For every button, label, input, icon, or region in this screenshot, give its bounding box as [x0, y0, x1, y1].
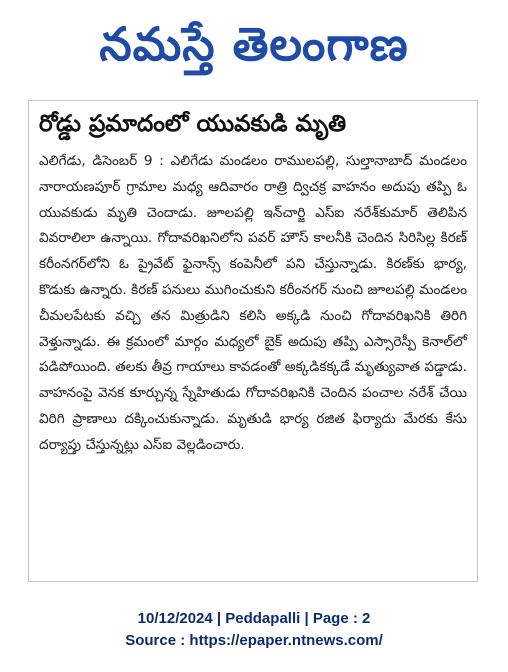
article-clipping — [28, 100, 478, 582]
edition-info: 10/12/2024 | Peddapalli | Page : 2 — [137, 610, 371, 627]
article-body: ఎలిగేడు, డిసెంబర్ 9 : ఎలిగేడు మండలం రాములపల్లి, సుల్తానాబాద్ మండలం నారాయణపూర్ గ్రామాల మధ్య ఆదివారం రాత్రి ద్విచక్ర వాహనం అదుపు తప్పి ఓ యువకుడు మృతి చెందాడు. జూలపల్లి ఇన్‌చార్జి ఎస్ఐ నరేశ్‌కుమార్ తెలిపిన వివరాలిలా ఉన్నాయి. గోదావరిఖనిలోని పవర్ హౌస్ కాలనీకి చెందిన సిరిసిల్ల కిరణ్ కరీంనగర్‌లోని ఓ ప్రైవేట్ ఫైనాన్స్ కంపెనీలో పని చేస్తున్నాడు. కిరణ్‌కు భార్య, కొడుకు ఉన్నారు. కిరణ్ పనులు ముగించుకుని కరీంనగర్ నుంచి జూలపల్లి మండలం చీమలపేటకు వచ్చి తన మిత్రుడిని కలిసి అక్కడి నుంచి గోదావరిఖనికి తిరిగి వెళ్తున్నాడు. ఈ క్రమంలో మార్గం మధ్యలో బైక్ అదుపు తప్పి ఎస్సారెస్పీ కెనాల్‌లో పడిపోయింది. తలకు తీవ్ర గాయాలు కావడంతో అక్కడికక్కడే మృత్యువాత పడ్డాడు. వాహనంపై వెనక కూర్చున్న స్నేహితుడు గోదావరిఖనికి చెందిన పంచాల నరేశ్ చేయి విరిగి ప్రాణాలు దక్కించుకున్నాడు. మృతుడి భార్య రజిత ఫిర్యాదు మేరకు కేసు దర్యాప్తు చేస్తున్నట్లు ఎస్ఐ వెల్లడించారు. — [39, 153, 467, 453]
source-link[interactable]: Source : https://epaper.ntnews.com/ — [125, 632, 383, 649]
newspaper-masthead: నమస్తే తెలంగాణ — [99, 17, 409, 71]
article-headline: రోడ్డు ప్రమాదంలో యువకుడి మృతి — [39, 111, 347, 137]
